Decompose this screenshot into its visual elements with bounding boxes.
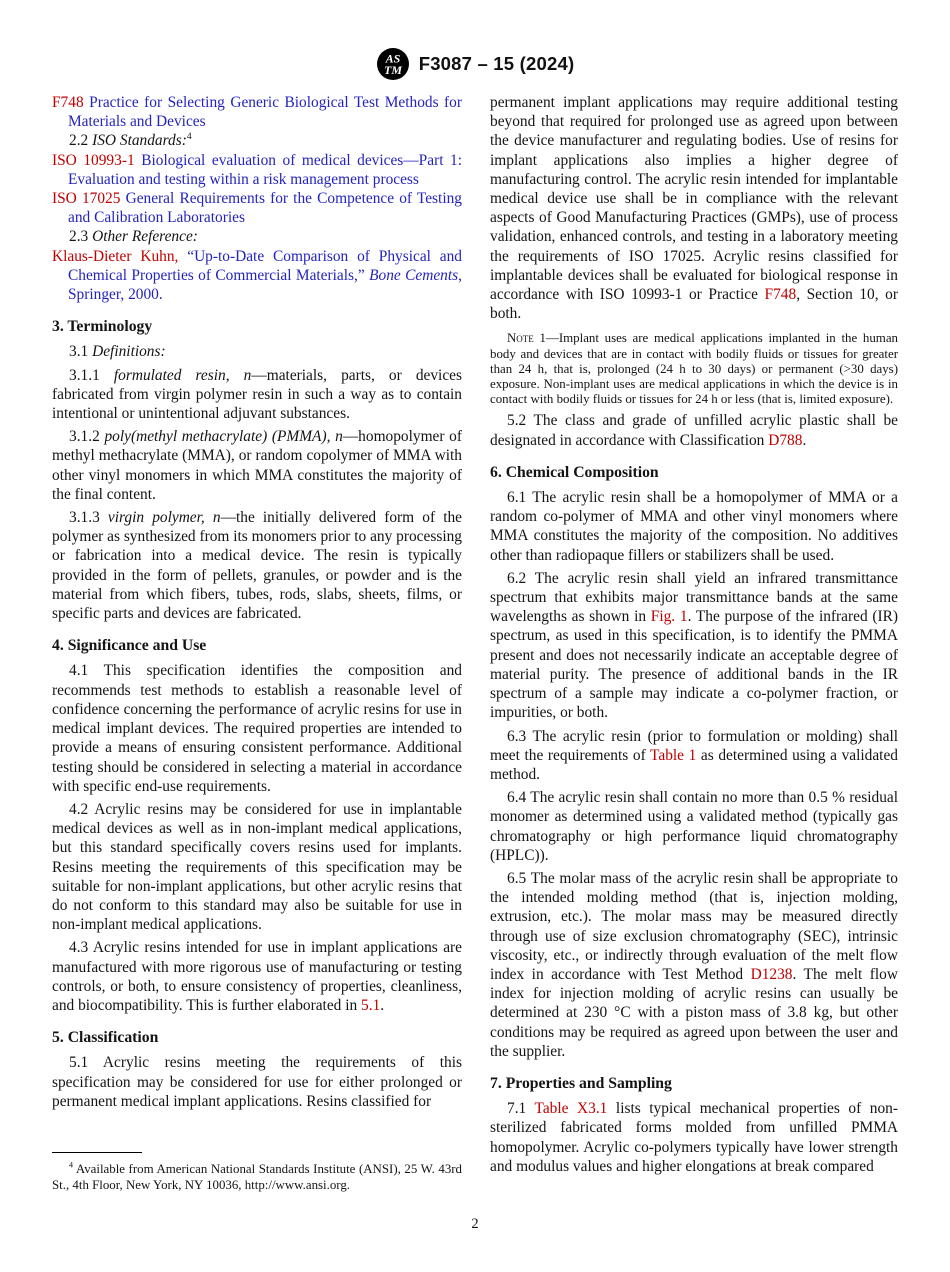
text-run: virgin polymer, n <box>107 509 221 527</box>
text-run: —the initially delivered form of the polymer as synthesized from its monomers prior to any processing or fabrication into a medical device. The resin is typically provided in the form of pellets, granules, or powder and is the material from which fibers, tubes, rods, slabs, sheets, films, or specific parts and devices are fabricated. <box>52 509 462 623</box>
doc-link[interactable]: ISO 10993-1 <box>52 151 135 169</box>
doc-link[interactable]: Table X3.1 <box>534 1100 608 1118</box>
footnote-divider <box>52 1152 142 1153</box>
doc-link[interactable]: D1238 <box>750 965 793 983</box>
text-run: . The purpose of the infrared (IR) spectrum, as used in this specification, is to identify the PMMA present and does not necessarily indicate an acceptable degree of material purity. The presence of additional bands in the IR spectrum of a sample may indicate a co-polymer fraction, or impurities, or both. <box>490 608 899 722</box>
para-3-1-1 <box>52 366 462 424</box>
text-run: 3.1.2 <box>69 428 105 446</box>
heading-classification: 5. Classification <box>52 1029 159 1047</box>
standard-designation: F3087 – 15 (2024) <box>418 53 575 74</box>
para-6-5 <box>490 869 898 1061</box>
doc-link[interactable]: F748 <box>764 286 797 304</box>
text-run: 4 <box>186 131 192 143</box>
text-run: Definitions: <box>92 343 166 361</box>
text-run: 3.1.1 <box>69 366 114 384</box>
para-3-1-2 <box>52 427 462 504</box>
para-6-2 <box>490 569 898 723</box>
text-run: 7.1 <box>507 1100 535 1118</box>
text-run: 6.1 The acrylic resin shall be a homopolymer of MMA or a random co-polymer of MMA and other vinyl monomers where MMA constitutes the majority of the composition. No additives other than radiopaque fillers or stabilizers shall be used. <box>490 489 898 564</box>
text-run: permanent implant applications may require additional testing beyond that required for prolonged use as agreed upon between the device manufacturer and regulating bodies. Use of resins for implant applications also implies a higher degree of manufacturing control. The acrylic resin intended for implantable medical device use shall be in compliance with the relevant aspects of Good Manufacturing Practices (GMPs), use of process validation, enhanced controls, and testing in a laboratory meeting the requirements of ISO 17025. Acrylic resins classified for implantable devices shall be evaluated for biological response in accordance with ISO 10993-1 or Practice <box>490 94 898 304</box>
text-run: poly(methyl methacrylate) (PMMA), n <box>104 428 343 446</box>
para-5-1-continued <box>490 93 898 323</box>
para-4-3 <box>52 938 462 1015</box>
reference-kuhn <box>52 247 462 305</box>
text-run: 6.4 The acrylic resin shall contain no more than 0.5 % residual monomer as determined using a validated method (typically gas chromatography or high performance liquid chromatography (HPLC)). <box>490 789 898 864</box>
para-3-1-3 <box>52 508 462 623</box>
text-run: as determined using a validated method. <box>490 746 898 783</box>
doc-link[interactable]: Biological evaluation of medical devices—Part 1: Evaluation and testing within a risk management process <box>68 151 462 188</box>
doc-link[interactable]: “Up-to-Date Comparison of Physical and Chemical Properties of Commercial Materials,” <box>68 247 462 284</box>
text-run: lists typical mechanical properties of non-sterilized fabricated forms molded from unfilled PMMA homopolymer. Acrylic co-polymers typically have lower strength and modulus values and higher elongations at break compared <box>490 1100 898 1175</box>
heading-properties-sampling: 7. Properties and Sampling <box>490 1074 672 1092</box>
text-run: , Section 10, or both. <box>490 286 898 323</box>
text-run: 5.1 Acrylic resins meeting the requirements of this specification may be considered for use for either prolonged or permanent medical implant applications. Resins classified for <box>52 1054 462 1110</box>
doc-link[interactable]: Fig. 1 <box>650 608 688 626</box>
doc-link[interactable]: Klaus-Dieter Kuhn, <box>52 247 179 265</box>
para-5-1 <box>52 1053 462 1111</box>
doc-link[interactable]: Practice for Selecting Generic Biological Test Methods for Materials and Devices <box>68 94 462 131</box>
doc-link[interactable]: Bone Cements <box>369 266 459 284</box>
section-2-3 <box>52 227 462 246</box>
page-header <box>0 44 950 84</box>
footnote-4 <box>52 1162 462 1193</box>
heading-chemical-composition: 6. Chemical Composition <box>490 463 659 481</box>
astm-logo <box>376 47 410 81</box>
svg-text:TM: TM <box>383 63 402 77</box>
text-run: 3.1 <box>69 343 93 361</box>
svg-text:AS: AS <box>385 51 401 66</box>
doc-link[interactable]: D788 <box>768 431 803 449</box>
right-column <box>490 93 898 1176</box>
text-run: 3.1.3 <box>69 509 108 527</box>
para-3-1 <box>52 342 462 361</box>
doc-link[interactable]: F748 <box>52 94 84 111</box>
para-4-1 <box>52 661 462 795</box>
text-run: —materials, parts, or devices fabricated from virgin polymer resin in such a way as to contain intentional or unintentional adjuvant substances. <box>52 366 462 423</box>
para-6-3 <box>490 727 898 785</box>
text-run: Note <box>507 331 534 346</box>
para-6-1 <box>490 488 898 565</box>
section-2-2 <box>52 131 462 150</box>
text-run: Other Reference: <box>92 228 198 246</box>
text-run: 5.2 The class and grade of unfilled acrylic plastic shall be designated in accordance with Classification <box>490 412 898 449</box>
reference-iso-17025 <box>52 189 462 227</box>
text-run: . The melt flow index for injection molding of acrylic resins can usually be determined at 230 °C with a piston mass of 3.8 kg, but other conditions may be required as agreed upon between the user and the supplier. <box>490 965 898 1060</box>
doc-link[interactable]: Table 1 <box>650 746 697 764</box>
text-run: Available from American National Standards Institute (ANSI), 25 W. 43rd St., 4th Floor, New York, NY 10036, http://www.ansi.org. <box>52 1162 462 1192</box>
doc-link[interactable]: 5.1 <box>361 996 381 1014</box>
doc-link[interactable]: , Springer, 2000. <box>68 266 462 304</box>
text-run: . <box>380 996 385 1014</box>
text-run: —homopolymer of methyl methacrylate (MMA), or random copolymer of MMA with other vinyl monomers in which MMA constitutes the majority of the final content. <box>52 428 462 503</box>
left-column <box>52 93 462 1111</box>
text-run: 6.2 The acrylic resin shall yield an infrared transmittance spectrum that exhibits major transmittance bands at the same wavelengths as shown in <box>490 569 898 626</box>
text-run: 1—Implant uses are medical applications implanted in the human body and devices that are in contact with bodily fluids or tissues for greater than 24 h, that is, prolonged (24 h to 30 days) or permanent (>30 days) exposure. Non-implant uses are medical applications in which the device is in contact with bodily fluids or tissues for 24 h or less (that is, limited exposure). <box>490 331 898 407</box>
para-5-2 <box>490 411 898 449</box>
para-7-1 <box>490 1099 898 1176</box>
heading-significance: 4. Significance and Use <box>52 637 207 655</box>
text-run: 4.1 This specification identifies the composition and recommends test methods to establish a reasonable level of confidence concerning the performance of acrylic resins for use in medical implant devices. The required properties are intended to provide a means of ensuring consistent performance. Additional testing should be considered in selecting a material in accordance with specific end-use requirements. <box>52 662 462 795</box>
note-1 <box>490 331 898 407</box>
text-run: ISO Standards: <box>92 132 187 150</box>
heading-terminology: 3. Terminology <box>52 318 153 336</box>
doc-link[interactable]: General Requirements for the Competence of Testing and Calibration Laboratories <box>68 190 462 227</box>
page-number: 2 <box>471 1216 479 1232</box>
text-run: . <box>802 431 807 449</box>
text-run: 6.5 The molar mass of the acrylic resin shall be appropriate to the intended molding method (that is, injection molding, extrusion, etc.). The molar mass may be measured directly through use of size exclusion chromatography (SEC), intrinsic viscosity, etc., or indirectly through evaluation of the melt flow index in accordance with Test Method <box>490 869 898 983</box>
text-run: 2.2 <box>69 132 93 150</box>
para-4-2 <box>52 800 462 934</box>
text-run: 4.3 Acrylic resins intended for use in implant applications are manufactured with more rigorous use of manufacturing or testing controls, or both, to ensure consistency of properties, cleanliness, and biocompatibility. This is further elaborated in <box>52 939 462 1014</box>
text-run: 4 <box>69 1160 73 1170</box>
doc-link[interactable]: ISO 17025 <box>52 190 121 208</box>
reference-f748 <box>52 93 462 131</box>
text-run: formulated resin, n <box>113 366 252 384</box>
text-run: 2.3 <box>69 228 93 246</box>
text-run: 6.3 The acrylic resin (prior to formulation or molding) shall meet the requirements of <box>490 727 898 764</box>
para-6-4 <box>490 788 898 865</box>
reference-iso-10993-1 <box>52 151 462 189</box>
text-run: 4.2 Acrylic resins may be considered for use in implantable medical devices as well as in non-implant medical applications, but this standard specifically covers resins used for implants. Resins meeting the requirements of this specification may be suitable for non-implant applications, but other acrylic resins that do not conform to this standard may also be suitable for use in non-implant medical applications. <box>52 800 462 934</box>
